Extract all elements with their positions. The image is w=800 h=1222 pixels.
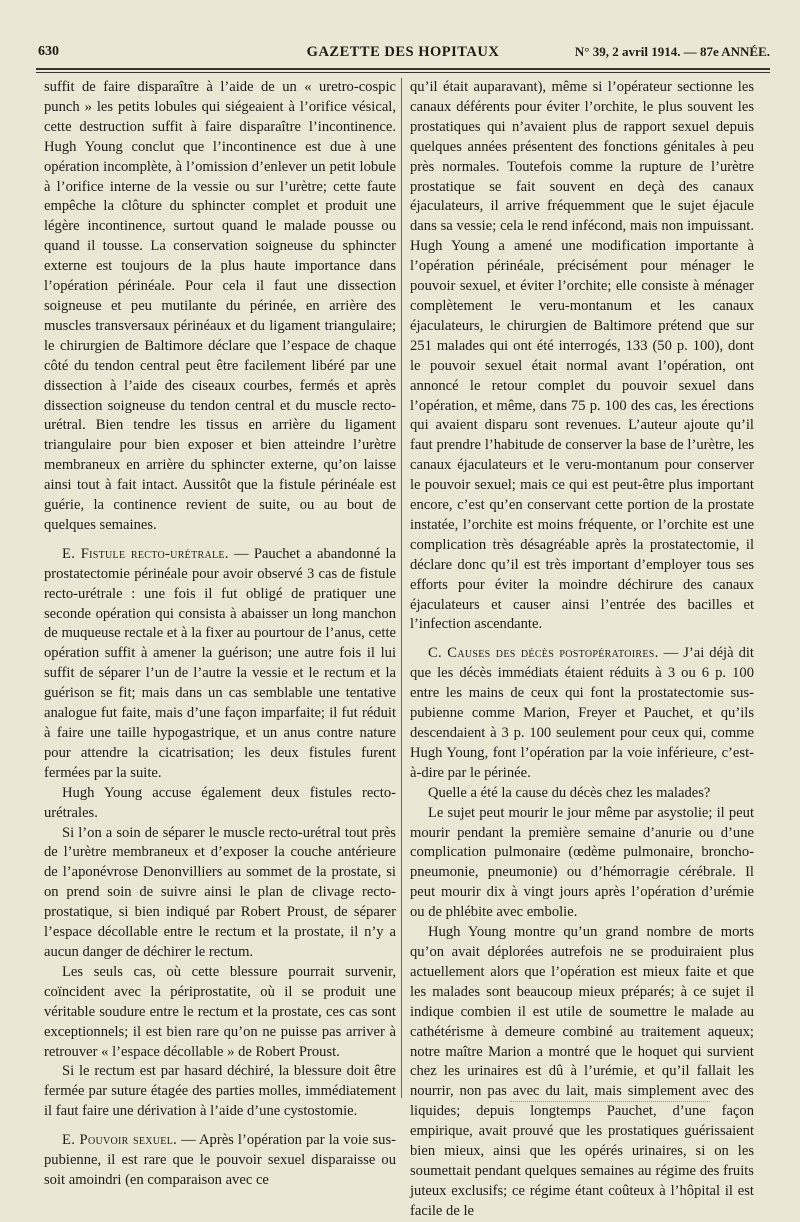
paragraph: Le sujet peut mourir le jour même par asystolie; il peut mourir pendant la première semaine d’anurie ou d’une complication pulmonaire (œdème pulmonaire, broncho-pneumonie, pneumonie) ou d’hémorragie cérébrale. Il peut mourir dix à vingt jours après l’opération d’urémie ou de phlébite avec embolie. <box>410 804 754 921</box>
issue-info: N° 39, 2 avril 1914. — 87e ANNÉE. <box>574 44 770 59</box>
section-paragraph: E. Pouvoir sexuel. — Après l’opération par la voie sus-pubienne, il est rare que le pouvoir sexuel disparaisse ou soit amoindri (en comparaison avec ce <box>44 1132 396 1188</box>
column-divider <box>401 78 402 1098</box>
section-heading: E. Pouvoir sexuel. <box>62 1132 178 1149</box>
page-header <box>36 38 770 70</box>
paragraph: qu’il était auparavant), même si l’opérateur sectionne les canaux déférents pour éviter l’orchite, le plus souvent les prostatiques qui n’avaient plus de rapport sexuel depuis quelques années présentent des fonctions génitales à peu près normales. Toutefois comme la rupture de l’urètre prostatique se fait souvent en deçà des canaux éjaculateurs, il arrive fréquemment que le sujet éjacule dans sa vessie; cela le rend infécond, mais non impuissant. Hugh Young a amené une modification importante à l’opération périnéale, précisément pour ménager le pouvoir sexuel, et éviter l’orchite; elle consiste à ménager complètement le veru-montanum et les canaux éjaculateurs, le chirurgien de Baltimore prétend que sur 251 malades qui ont été interrogés, 133 (50 p. 100), dont le pouvoir sexuel était normal avant l’opération, ont annoncé le retour complet du pouvoir sexuel dans l’opération, et même, dans 75 p. 100 des cas, les érections qui avaient disparu sont revenues. L’auteur ajoute qu’il faut prendre l’habitude de conserver la base de l’urètre, les canaux éjaculateurs et le veru-montanum pour conserver le pouvoir sexuel; mais ce qui est peut-être plus important encore, c’est qu’en conservant cette portion de la prostate instatée, l’orchite est moins fréquente, or l’orchite est une complication très désagréable après la prostatectomie, il déclare donc qu’il est très important d’employer tous ses efforts pour éviter la moindre déchirure des canaux éjaculateurs et causer ainsi l’entrée des bacilles et l’infection ascendante. <box>410 79 754 633</box>
right-column <box>410 78 754 1222</box>
section-paragraph: E. Fistule recto-urétrale. — Pauchet a abandonné la prostatectomie périnéale pour avoir observé 3 cas de fistule recto-urétrale : une fois il fut obligé de pratiquer une seconde opération qui consista à abaisser un long manchon de muqueuse rectale et à la fixer au pourtour de l’anus, cette opération suffit à amener la guérison; une autre fois il lui suffit de séparer l’un de l’autre la vessie et le rectum et la guérison se fit; mais dans un cas semblable une tentative analogue fut faite, mais d’une façon imparfaite; il fut réduit à faire une taille hypogastrique, et un anus contre nature pour attendre la cicatrisation; les deux fistules furent fermées par la suite. <box>44 545 396 781</box>
paragraph: Hugh Young montre qu’un grand nombre de morts qu’on avait déplorées autrefois ne se produiraient plus actuellement alors que l’opération est mieux faite et que les malades sont beaucoup mieux préparés; à ce sujet il indique combien il est utile de soumettre le malade au cathétérisme à demeure combiné au traitement aqueux; notre maître Marion a montré que le hoquet qui survient chez les urinaires est dû à l’urémie, et qu’il fallait les nourrir, non pas avec du lait, mais simplement avec des liquides; depuis longtemps Pauchet, d’une façon empirique, avait prouvé que les prostatiques guérissaient bien mieux, ainsi que les opérés urinaires, si on les soumettait pendant quelques semaines au régime des fruits juteux exclusifs; ce régime étant coûteux à l’hôpital il est facile de le <box>410 924 754 1219</box>
page-number: 630 <box>38 44 59 59</box>
paragraph: Si l’on a soin de séparer le muscle recto-urétral tout près de l’urètre membraneux et d’exposer la couche antérieure de l’aponévrose Denonvilliers au sommet de la prostate, si on prend soin de suivre ainsi le plan de clivage recto-prostatique, si bien indiqué par Robert Proust, de séparer l’espace décollable entre le rectum et la prostate, il n’y a aucun danger de déchirer le rectum. <box>44 824 396 960</box>
section-heading: E. Fistule recto-urétrale. <box>62 545 229 562</box>
section-heading: C. Causes des décès postopératoires. <box>428 645 659 662</box>
paragraph: Les seuls cas, où cette blessure pourrait survenir, coïncident avec la périprostatite, où il se produit une véritable soudure entre le rectum et la prostate, ces cas sont exceptionnels; il est bien rare qu’on ne puisse pas arriver à retrouver « l’espace décollable » de Robert Proust. <box>44 963 396 1060</box>
footer-rule <box>510 1098 710 1102</box>
journal-title: GAZETTE DES HOPITAUX <box>306 44 500 60</box>
paragraph: Si le rectum est par hasard déchiré, la blessure doit être fermée par suture étagée des parties molles, immédiatement il faut faire une dérivation à l’aide d’une cystostomie. <box>44 1063 396 1120</box>
paragraph: Hugh Young accuse également deux fistules recto-urétrales. <box>44 784 396 821</box>
paragraph: suffit de faire disparaître à l’aide de un « uretro-cospic punch » les petits lobules qui siégeaient à l’orifice vésical, cette destruction suffit à faire disparaître l’incontinence. Hugh Young conclut que l’incontinence est due à une opération incomplète, à l’omission d’enlever un petit lobule à l’orifice interne de la vessie ou sur l’urètre; cette faute empêche la clôture du sphincter complet et produit une légère incontinence, surtout quand le malade pousse ou quand il tousse. La conservation soigneuse du sphincter externe est toujours de la plus haute importance dans l’opération périnéale. Pour cela il faut une dissection soigneuse et peu mutilante du périnée, en arrière des muscles transversaux périnéaux et du ligament triangulaire; le chirurgien de Baltimore déclare que l’espace de chaque côté du tendon central peut être facilement libéré par une dissection à l’aide des ciseaux courbes, fermés et après dissection soigneuse du tendon central et du muscle recto-urétral. Bien tendre les tissus en arrière du ligament triangulaire pour bien exposer et bien atteindre l’urètre membraneux en arrière du sphincter externe, qu’on laisse ainsi tout à fait intact. Aussitôt que la fistule périnéale est guérie, la continence revient de suite, ou au bout de quelques semaines. <box>44 79 396 533</box>
left-column <box>44 78 396 1191</box>
paragraph: Quelle a été la cause du décès chez les malades? <box>428 784 711 801</box>
section-paragraph: C. Causes des décès postopératoires. — J’ai déjà dit que les décès immédiats étaient réduits à 3 ou 6 p. 100 entre les mains de ceux qui font la prostatectomie sus-pubienne comme Marion, Freyer et Pauchet, et qu’ils descendaient à 3 p. 100 seulement pour ceux qui, comme Hugh Young, font l’opération par la voie inférieure, c’est-à-dire par le périnée. <box>410 645 754 781</box>
